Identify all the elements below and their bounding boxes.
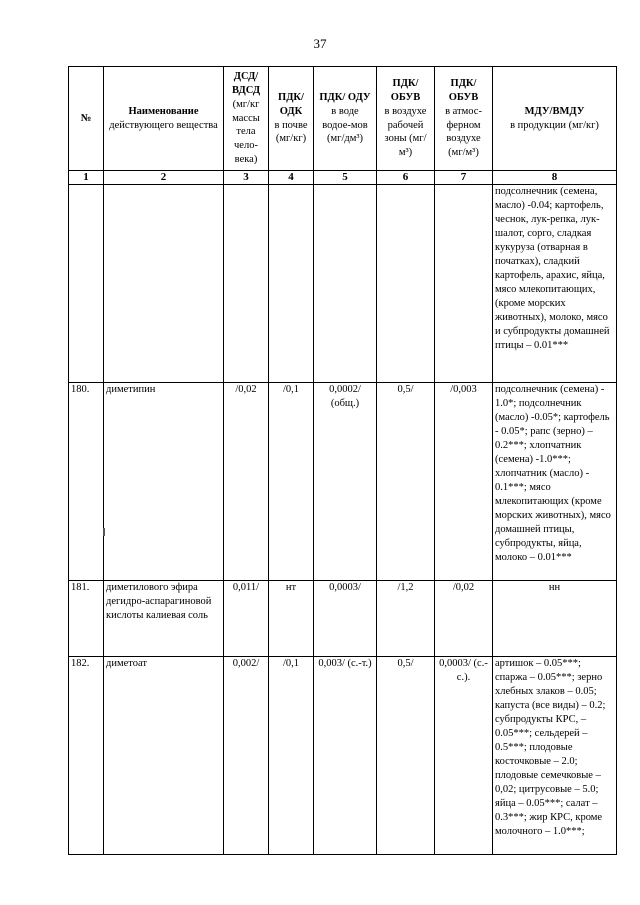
row-water: 0,0002/ (общ.) (314, 383, 377, 581)
row-no: 181. (69, 581, 104, 657)
header-mdu: МДУ/ВМДУ в продукции (мг/кг) (493, 67, 617, 171)
table-row (69, 581, 617, 657)
column-number: 5 (314, 171, 377, 185)
row-atm: /0,02 (435, 581, 493, 657)
header-name: Наименование действующего вещества (104, 67, 224, 171)
row-work: 0,5/ (377, 657, 435, 855)
row-soil: /0,1 (269, 383, 314, 581)
row-work: /1,2 (377, 581, 435, 657)
row-atm: 0,0003/ (с.-с.). (435, 657, 493, 855)
residue-limits-table (68, 66, 617, 855)
header-dsd: ДСД/ ВДСД (мг/кг массы тела чело-века) (224, 67, 269, 171)
header-pdk-soil: ПДК/ ОДК в почве (мг/кг) (269, 67, 314, 171)
column-number: 4 (269, 171, 314, 185)
row-soil: /0,1 (269, 657, 314, 855)
row-mdu: нн (493, 581, 617, 657)
column-number: 2 (104, 171, 224, 185)
column-number: 6 (377, 171, 435, 185)
row-mdu: подсолнечник (семена, масло) -0.04; картофель, чеснок, лук-репка, лук-шалот, сорго, сладкая кукуруза (отварная в початках), сладкий картофель, арахис, яйца, мясо млекопитающих, (кроме морских животных), молоко, мясо и субпродукты домашней птицы – 0.01*** (493, 185, 617, 383)
row-dsd: 0,011/ (224, 581, 269, 657)
row-soil (269, 185, 314, 383)
row-mdu: артишок – 0.05***; спаржа – 0.05***; зерно хлебных злаков – 0.05; капуста (все виды) – 0.2; субпродукты КРС, – 0.05***; сельдерей – 0.5***; плодовые косточковые – 2.0; плодовые семечковые – 0,02; цитрусовые – 5.0; яйца – 0.05***; салат – 0.3***; жир КРС, кроме молочного – 1.0***; (493, 657, 617, 855)
header-pdk-work: ПДК/ ОБУВ в воздухе рабочей зоны (мг/м³) (377, 67, 435, 171)
row-dsd: 0,002/ (224, 657, 269, 855)
header-pdk-atm: ПДК/ ОБУВ в атмос-ферном воздухе (мг/м³) (435, 67, 493, 171)
header-row (69, 67, 617, 171)
column-number: 1 (69, 171, 104, 185)
column-number: 8 (493, 171, 617, 185)
header-no: № (69, 67, 104, 171)
row-name: диметоат (104, 657, 224, 855)
row-mdu: подсолнечник (семена) - 1.0*; подсолнечник (масло) -0.05*; картофель - 0.05*; рапс (зерно) – 0.2***; хлопчатник (семена) -1.0***; хлопчатник (масло) - 0.1***; мясо млекопитающих (кроме морских животных), мясо домашней птицы, субпродукты, яйца, молоко – 0.01*** (493, 383, 617, 581)
table-row (69, 657, 617, 855)
header-pdk-water: ПДК/ ОДУ в воде водое-мов (мг/дм³) (314, 67, 377, 171)
row-name: диметилового эфира дегидро-аспарагиновой кислоты калиевая соль (104, 581, 224, 657)
row-no: 180. (69, 383, 104, 581)
column-number: 7 (435, 171, 493, 185)
row-dsd: /0,02 (224, 383, 269, 581)
page-number: 37 (313, 36, 327, 51)
table-row (69, 185, 617, 383)
column-number-row (69, 171, 617, 185)
column-number: 3 (224, 171, 269, 185)
row-dsd (224, 185, 269, 383)
row-water: 0,0003/ (314, 581, 377, 657)
row-name (104, 185, 224, 383)
row-atm (435, 185, 493, 383)
scan-mark (103, 528, 105, 536)
row-no (69, 185, 104, 383)
row-soil: нт (269, 581, 314, 657)
row-water (314, 185, 377, 383)
row-work (377, 185, 435, 383)
row-work: 0,5/ (377, 383, 435, 581)
row-atm: /0,003 (435, 383, 493, 581)
row-name: диметипин (104, 383, 224, 581)
table-row (69, 383, 617, 581)
row-no: 182. (69, 657, 104, 855)
row-water: 0,003/ (с.-т.) (314, 657, 377, 855)
